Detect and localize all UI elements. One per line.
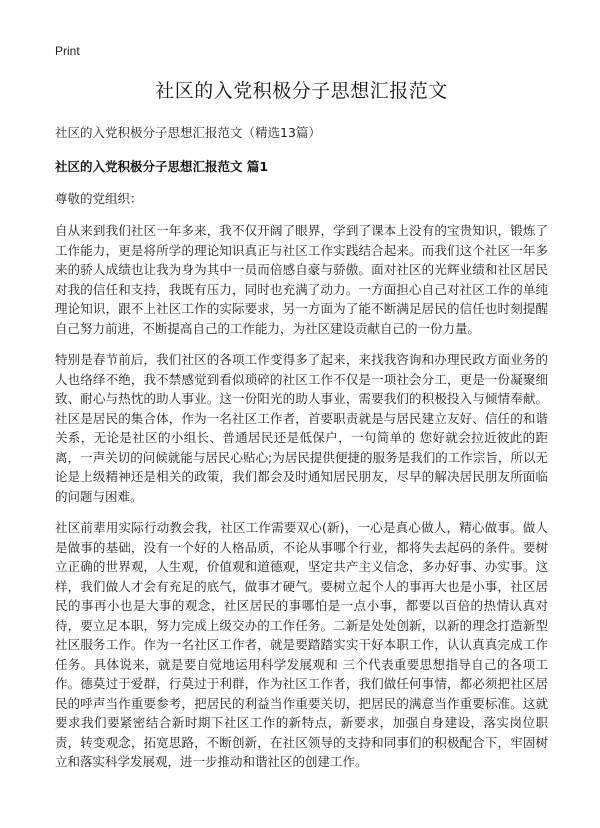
document-title: 社区的入党积极分子思想汇报范文 [155, 80, 448, 102]
section-heading: 社区的入党积极分子思想汇报范文 篇1 [55, 159, 269, 174]
body-paragraph: 特别是春节前后，我们社区的各项工作变得多了起来，来找我咨询和办理民政方面业务的人也络绎不绝，我不禁感觉到看似琐碎的社区工作不仅是一项社会分工，更是一份凝聚细致、耐心与热忱的助人事业。这一份阳光的助人事业，需要我们的积极投入与倾情奉献。社区是居民的集合体，作为一名社区工作者，首要职责就是与居民建立友好、信任的和谐关系，无论是社区的小组长、普通居民还是低保户，一句简单的 您好就会拉近彼此的距离，一声关切的问候就能与居民心贴心;为居民提供便捷的服务是我们的工作宗旨，所以无论是上级精神还是相关的政策，我们都会及时通知居民朋友，尽早的解决居民朋友所面临的问题与困难。 [55, 352, 548, 504]
salutation: 尊敬的党组织： [55, 191, 143, 206]
print-label[interactable]: Print [55, 44, 80, 58]
body-paragraph: 自从来到我们社区一年多来，我不仅开阔了眼界，学到了课本上没有的宝贵知识，锻炼了工作能力，更是将所学的理论知识真正与社区工作实践结合起来。而我们这个社区一年多来的骄人成绩也让我为身为其中一员而倍感自豪与骄傲。面对社区的光辉业绩和社区居民对我的信任和支持，我既有压力，同时也充满了动力。一方面担心自己对社区工作的单纯理论知识，跟不上社区工作的实际要求，另一方面为了能不断满足居民的信任也时刻提醒自己努力前进，不断提高自己的工作能力，为社区建设贡献自己的一份力量。 [55, 223, 548, 336]
body-paragraph: 社区前辈用实际行动教会我，社区工作需要双心(新)，一心是真心做人，精心做事。做人是做事的基础，没有一个好的人格品质，不论从事哪个行业，都将失去起码的条件。要树立正确的世界观，人生观，价值观和道德观，坚定共产主义信念，多办好事、办实事。这样，我们做人才会有充足的底气，做事才硬气。要树立起个人的事再大也是小事，社区居民的事再小也是大事的观念，社区居民的事哪怕是一点小事，都要以百倍的热情认真对待，要立足本职，努力完成上级交办的工作任务。二新是处处创新，以新的理念打造新型社区服务工作。作为一名社区工作者，就是要踏踏实实干好本职工作，认认真真完成工作任务。具体说来，就是要自觉地运用科学发展观和 三个代表重要思想指导自己的各项工作。德莫过于爱群，行莫过于利群，作为社区工作者，我们做任何事情，都必须把社区居民的呼声当作重要参考，把居民的利益当作重要关切，把居民的满意当作重要标准。这就要求我们要紧密结合新时期下社区工作的新特点，新要求，加强自身建设，落实岗位职责，转变观念，拓宽思路，不断创新，在社区领导的支持和同事们的积极配合下，牢固树立和落实科学发展观，进一步推动和谐社区的创建工作。 [55, 520, 548, 769]
document-subtitle: 社区的入党积极分子思想汇报范文（精选13篇） [55, 125, 321, 140]
